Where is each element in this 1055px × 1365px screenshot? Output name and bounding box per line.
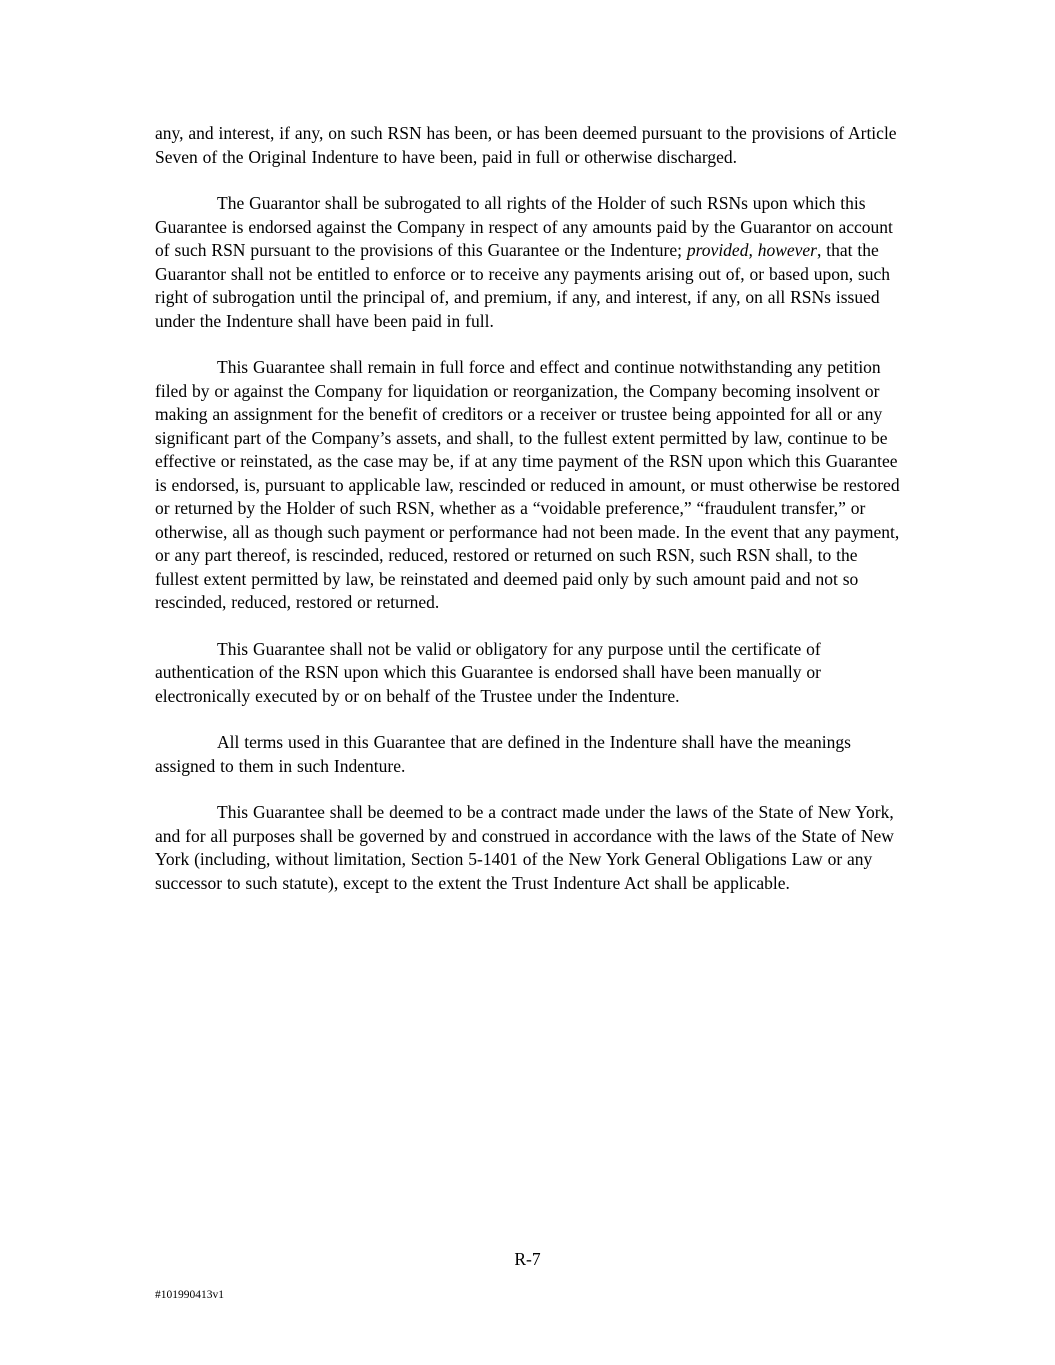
italic-text-segment: provided, however	[686, 240, 817, 260]
text-segment: any, and interest, if any, on such RSN has been, or has been deemed pursuant to the provisions of Article Seven of the Original Indenture to have been, paid in full or otherwise discharged.	[155, 123, 897, 167]
text-segment: This Guarantee shall not be valid or obligatory for any purpose until the certificate of authentication of the RSN upon which this Guarantee is endorsed shall have been manually or electronically executed by or on behalf of the Trustee under the Indenture.	[155, 638, 821, 706]
paragraph	[155, 638, 903, 709]
text-segment: This Guarantee shall remain in full force and effect and continue notwithstanding any petition filed by or against the Company for liquidation or reorganization, the Company becoming insolvent or making an assignment for the benefit of creditors or a receiver or trustee being appointed for all or any significant part of the Company’s assets, and shall, to the fullest extent permitted by law, continue to be effective or reinstated, as the case may be, if at any time payment of the RSN upon which this Guarantee is endorsed, is, pursuant to applicable law, rescinded or reduced in amount, or must otherwise be restored or returned by the Holder of such RSN, whether as a “voidable preference,” “fraudulent transfer,” or otherwise, all as though such payment or performance had not been made. In the event that any payment, or any part thereof, is rescinded, reduced, restored or returned on such RSN, such RSN shall, to the fullest extent permitted by law, be reinstated and deemed paid only by such amount paid and not so rescinded, reduced, restored or returned.	[155, 357, 900, 612]
document-body	[155, 122, 903, 918]
text-segment: , that the Guarantor shall not be entitled to enforce or to receive any payments arising out of, or based upon, such right of subrogation until the principal of, and premium, if any, and interest, if any, on all RSNs issued under the Indenture shall have been paid in full.	[155, 240, 891, 331]
paragraph	[155, 731, 903, 778]
document-id-footnote: #101990413v1	[155, 1289, 224, 1301]
text-segment: The Guarantor shall be subrogated to all rights of the Holder of such RSNs upon which this Guarantee is endorsed against the Company in respect of any amounts paid by the Guarantor on account of such RSN pursuant to the provisions of this Guarantee or the Indenture;	[155, 193, 893, 260]
paragraph	[155, 122, 903, 169]
paragraph	[155, 356, 903, 615]
page-number: R-7	[514, 1249, 541, 1269]
text-segment: All terms used in this Guarantee that are defined in the Indenture shall have the meanings assigned to them in such Indenture.	[155, 732, 851, 776]
text-segment: This Guarantee shall be deemed to be a contract made under the laws of the State of New York, and for all purposes shall be governed by and construed in accordance with the laws of the State of New York (including, without limitation, Section 5-1401 of the New York General Obligations Law or any successor to such statute), except to the extent the Trust Indenture Act shall be applicable.	[155, 802, 894, 893]
paragraph	[155, 801, 903, 895]
paragraph	[155, 192, 903, 333]
